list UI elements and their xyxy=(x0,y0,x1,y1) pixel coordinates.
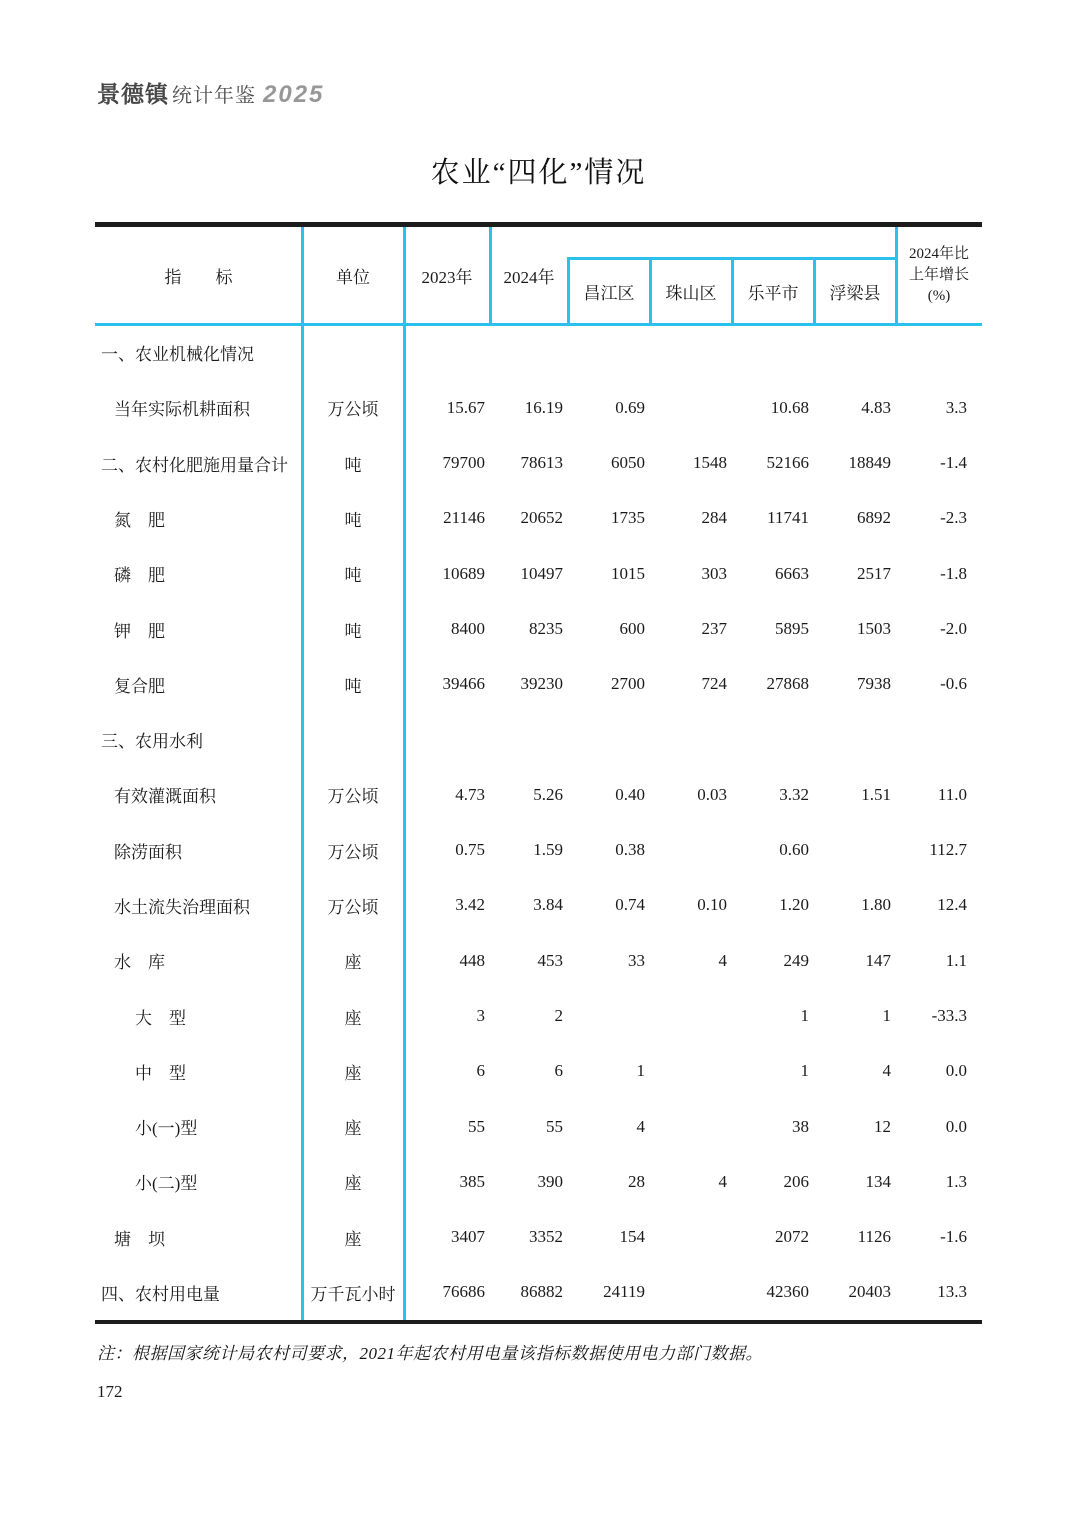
yearbook-brand xyxy=(97,76,324,109)
value-cell: 237 xyxy=(701,619,727,639)
value-cell: 1.59 xyxy=(533,840,563,860)
indicator-cell: 复合肥 xyxy=(114,676,165,696)
value-cell: 1126 xyxy=(857,1227,891,1247)
unit-cell: 万公顷 xyxy=(327,897,379,917)
brand-city-text: 景德镇 xyxy=(97,81,169,107)
unit-cell: 座 xyxy=(344,1008,362,1028)
indicator-cell: 小(二)型 xyxy=(135,1174,198,1194)
header-growth-line3: (%) xyxy=(927,287,951,304)
page-number: 172 xyxy=(97,1382,123,1401)
value-cell: 134 xyxy=(865,1171,891,1191)
value-cell: 3.84 xyxy=(533,895,563,915)
value-cell: 1735 xyxy=(611,508,645,528)
unit-cell: 吨 xyxy=(344,621,362,641)
value-cell: 1 xyxy=(800,1006,809,1026)
brand-year-text: 2025 xyxy=(263,81,325,108)
table-row xyxy=(95,1044,982,1099)
value-cell: 1.80 xyxy=(861,895,891,915)
value-cell: 0.0 xyxy=(945,1116,967,1136)
header-district-zhushan: 珠山区 xyxy=(665,284,717,303)
value-cell: 0.38 xyxy=(615,840,645,860)
value-cell: 6892 xyxy=(857,508,891,528)
value-cell: 284 xyxy=(701,508,727,528)
value-cell: 42360 xyxy=(766,1282,809,1302)
value-cell: 10.68 xyxy=(770,397,809,417)
unit-cell: 座 xyxy=(344,1119,362,1139)
value-cell: 21146 xyxy=(443,508,485,528)
table-row xyxy=(95,988,982,1043)
unit-cell: 座 xyxy=(344,1063,362,1083)
value-cell: 1015 xyxy=(611,563,645,583)
value-cell: 76686 xyxy=(442,1282,485,1302)
header-unit: 单位 xyxy=(336,267,370,287)
value-cell: 448 xyxy=(459,950,485,970)
value-cell: 0.0 xyxy=(945,1061,967,1081)
value-cell: -2.3 xyxy=(940,508,967,528)
value-cell: 2700 xyxy=(611,674,645,694)
value-cell: 55 xyxy=(468,1116,485,1136)
value-cell: 24119 xyxy=(603,1282,645,1302)
value-cell: 3407 xyxy=(451,1227,485,1247)
value-cell: -0.6 xyxy=(940,674,967,694)
table-row xyxy=(95,712,982,767)
value-cell: -1.6 xyxy=(940,1227,967,1247)
footnote: 注：根据国家统计局农村司要求，2021年起农村用电量该指标数据使用电力部门数据。 xyxy=(97,1344,763,1363)
table-row xyxy=(95,878,982,933)
header-indicator: 指 标 xyxy=(164,267,233,287)
value-cell: 1.3 xyxy=(945,1171,967,1191)
value-cell: 6050 xyxy=(611,453,645,473)
value-cell: 3.3 xyxy=(945,397,967,417)
indicator-cell: 塘 坝 xyxy=(114,1229,165,1249)
table-row xyxy=(95,767,982,822)
value-cell: 1 xyxy=(636,1061,645,1081)
value-cell: 724 xyxy=(701,674,727,694)
value-cell: 10497 xyxy=(520,563,563,583)
value-cell: 6663 xyxy=(775,563,809,583)
value-cell: 6 xyxy=(476,1061,485,1081)
value-cell: 39466 xyxy=(442,674,485,694)
table-row xyxy=(95,380,982,435)
header-year-2023: 2023年 xyxy=(421,267,473,287)
header-district-fuliang: 浮梁县 xyxy=(829,284,881,303)
value-cell: 13.3 xyxy=(937,1282,967,1302)
table-body xyxy=(95,325,982,1320)
value-cell: 10689 xyxy=(442,563,485,583)
value-cell: 3 xyxy=(476,1006,485,1026)
value-cell: -33.3 xyxy=(931,1006,967,1026)
value-cell: 2 xyxy=(554,1006,563,1026)
indicator-cell: 四、农村用电量 xyxy=(101,1284,220,1304)
indicator-cell: 氮 肥 xyxy=(114,510,165,530)
value-cell: 7938 xyxy=(857,674,891,694)
value-cell: 1548 xyxy=(693,453,727,473)
value-cell: 147 xyxy=(865,950,891,970)
page-title: 农业“四化”情况 xyxy=(430,157,647,189)
value-cell: 4 xyxy=(636,1116,645,1136)
table-row xyxy=(95,1099,982,1154)
header-district-changjiang: 昌江区 xyxy=(583,284,635,303)
value-cell: 2517 xyxy=(857,563,891,583)
value-cell: 15.67 xyxy=(446,397,485,417)
value-cell: 2072 xyxy=(775,1227,809,1247)
value-cell: 4 xyxy=(718,1171,727,1191)
value-cell: 0.75 xyxy=(455,840,485,860)
value-cell: 11.0 xyxy=(937,784,967,804)
table-bottom-rule xyxy=(95,1320,982,1324)
value-cell: 0.40 xyxy=(615,784,645,804)
header-growth xyxy=(896,227,982,323)
value-cell: 4 xyxy=(718,950,727,970)
value-cell: 453 xyxy=(537,950,563,970)
unit-cell: 万公顷 xyxy=(327,842,379,862)
value-cell: 4 xyxy=(882,1061,891,1081)
value-cell: 0.69 xyxy=(615,397,645,417)
value-cell: 112.7 xyxy=(929,840,967,860)
value-cell: 5895 xyxy=(775,619,809,639)
value-cell: 5.26 xyxy=(533,784,563,804)
value-cell: 303 xyxy=(701,563,727,583)
value-cell: 600 xyxy=(619,619,645,639)
value-cell: 78613 xyxy=(520,453,563,473)
value-cell: 39230 xyxy=(520,674,563,694)
indicator-cell: 三、农用水利 xyxy=(101,732,203,752)
value-cell: 385 xyxy=(459,1171,485,1191)
indicator-cell: 大 型 xyxy=(135,1008,186,1028)
value-cell: 3352 xyxy=(529,1227,563,1247)
table-row xyxy=(95,657,982,712)
header-growth-line1: 2024年比 xyxy=(908,245,969,262)
indicator-cell: 除涝面积 xyxy=(114,842,182,862)
unit-cell: 吨 xyxy=(344,566,362,586)
value-cell: 11741 xyxy=(767,508,809,528)
unit-cell: 座 xyxy=(344,1174,362,1194)
unit-cell: 万公顷 xyxy=(327,400,379,420)
indicator-cell: 小(一)型 xyxy=(135,1119,198,1139)
unit-cell: 万公顷 xyxy=(327,787,379,807)
data-table xyxy=(95,222,982,1324)
value-cell: 1 xyxy=(800,1061,809,1081)
brand-book-text: 统计年鉴 xyxy=(172,85,256,107)
value-cell: 18849 xyxy=(848,453,891,473)
indicator-cell: 水土流失治理面积 xyxy=(114,897,250,917)
indicator-cell: 一、农业机械化情况 xyxy=(101,345,254,365)
table-row xyxy=(95,436,982,491)
table-row xyxy=(95,823,982,878)
table-row xyxy=(95,601,982,656)
indicator-cell: 钾 肥 xyxy=(114,621,165,641)
value-cell: -1.4 xyxy=(940,453,967,473)
header-growth-line2: 上年增长 xyxy=(908,266,969,283)
value-cell: 12.4 xyxy=(937,895,967,915)
value-cell: 206 xyxy=(783,1171,809,1191)
value-cell: 79700 xyxy=(442,453,485,473)
value-cell: 1 xyxy=(882,1006,891,1026)
table-row xyxy=(95,1154,982,1209)
indicator-cell: 水 库 xyxy=(114,953,165,973)
value-cell: 1.51 xyxy=(861,784,891,804)
indicator-cell: 当年实际机耕面积 xyxy=(114,400,250,420)
value-cell: 249 xyxy=(783,950,809,970)
value-cell: 86882 xyxy=(520,1282,563,1302)
value-cell: 4.83 xyxy=(861,397,891,417)
value-cell: 55 xyxy=(546,1116,563,1136)
indicator-cell: 二、农村化肥施用量合计 xyxy=(101,455,288,475)
value-cell: 8400 xyxy=(451,619,485,639)
value-cell: 20652 xyxy=(520,508,563,528)
value-cell: 28 xyxy=(628,1171,645,1191)
table-row xyxy=(95,933,982,988)
value-cell: -1.8 xyxy=(940,563,967,583)
value-cell: 20403 xyxy=(848,1282,891,1302)
value-cell: 154 xyxy=(619,1227,645,1247)
table-row xyxy=(95,1265,982,1320)
header-year-2024: 2024年 xyxy=(503,267,555,287)
value-cell: 12 xyxy=(874,1116,891,1136)
indicator-cell: 有效灌溉面积 xyxy=(114,787,216,807)
table-row xyxy=(95,1210,982,1265)
indicator-cell: 磷 肥 xyxy=(114,566,165,586)
value-cell: 1.1 xyxy=(945,950,967,970)
table-row xyxy=(95,491,982,546)
value-cell: 0.74 xyxy=(615,895,645,915)
unit-cell: 吨 xyxy=(344,510,362,530)
value-cell: 0.03 xyxy=(697,784,727,804)
table-row xyxy=(95,546,982,601)
value-cell: 3.42 xyxy=(455,895,485,915)
value-cell: -2.0 xyxy=(940,619,967,639)
value-cell: 4.73 xyxy=(455,784,485,804)
value-cell: 0.10 xyxy=(697,895,727,915)
value-cell: 52166 xyxy=(766,453,809,473)
value-cell: 16.19 xyxy=(524,397,563,417)
table-row xyxy=(95,325,982,380)
value-cell: 0.60 xyxy=(779,840,809,860)
value-cell: 1503 xyxy=(857,619,891,639)
value-cell: 3.32 xyxy=(779,784,809,804)
unit-cell: 吨 xyxy=(344,455,362,475)
unit-cell: 座 xyxy=(344,1229,362,1249)
unit-cell: 吨 xyxy=(344,676,362,696)
unit-cell: 万千瓦小时 xyxy=(310,1284,396,1304)
value-cell: 38 xyxy=(792,1116,809,1136)
value-cell: 27868 xyxy=(766,674,809,694)
value-cell: 390 xyxy=(537,1171,563,1191)
value-cell: 6 xyxy=(554,1061,563,1081)
value-cell: 33 xyxy=(628,950,645,970)
value-cell: 1.20 xyxy=(779,895,809,915)
indicator-cell: 中 型 xyxy=(135,1063,186,1083)
value-cell: 8235 xyxy=(529,619,563,639)
unit-cell: 座 xyxy=(344,953,362,973)
header-district-leping: 乐平市 xyxy=(747,284,799,303)
